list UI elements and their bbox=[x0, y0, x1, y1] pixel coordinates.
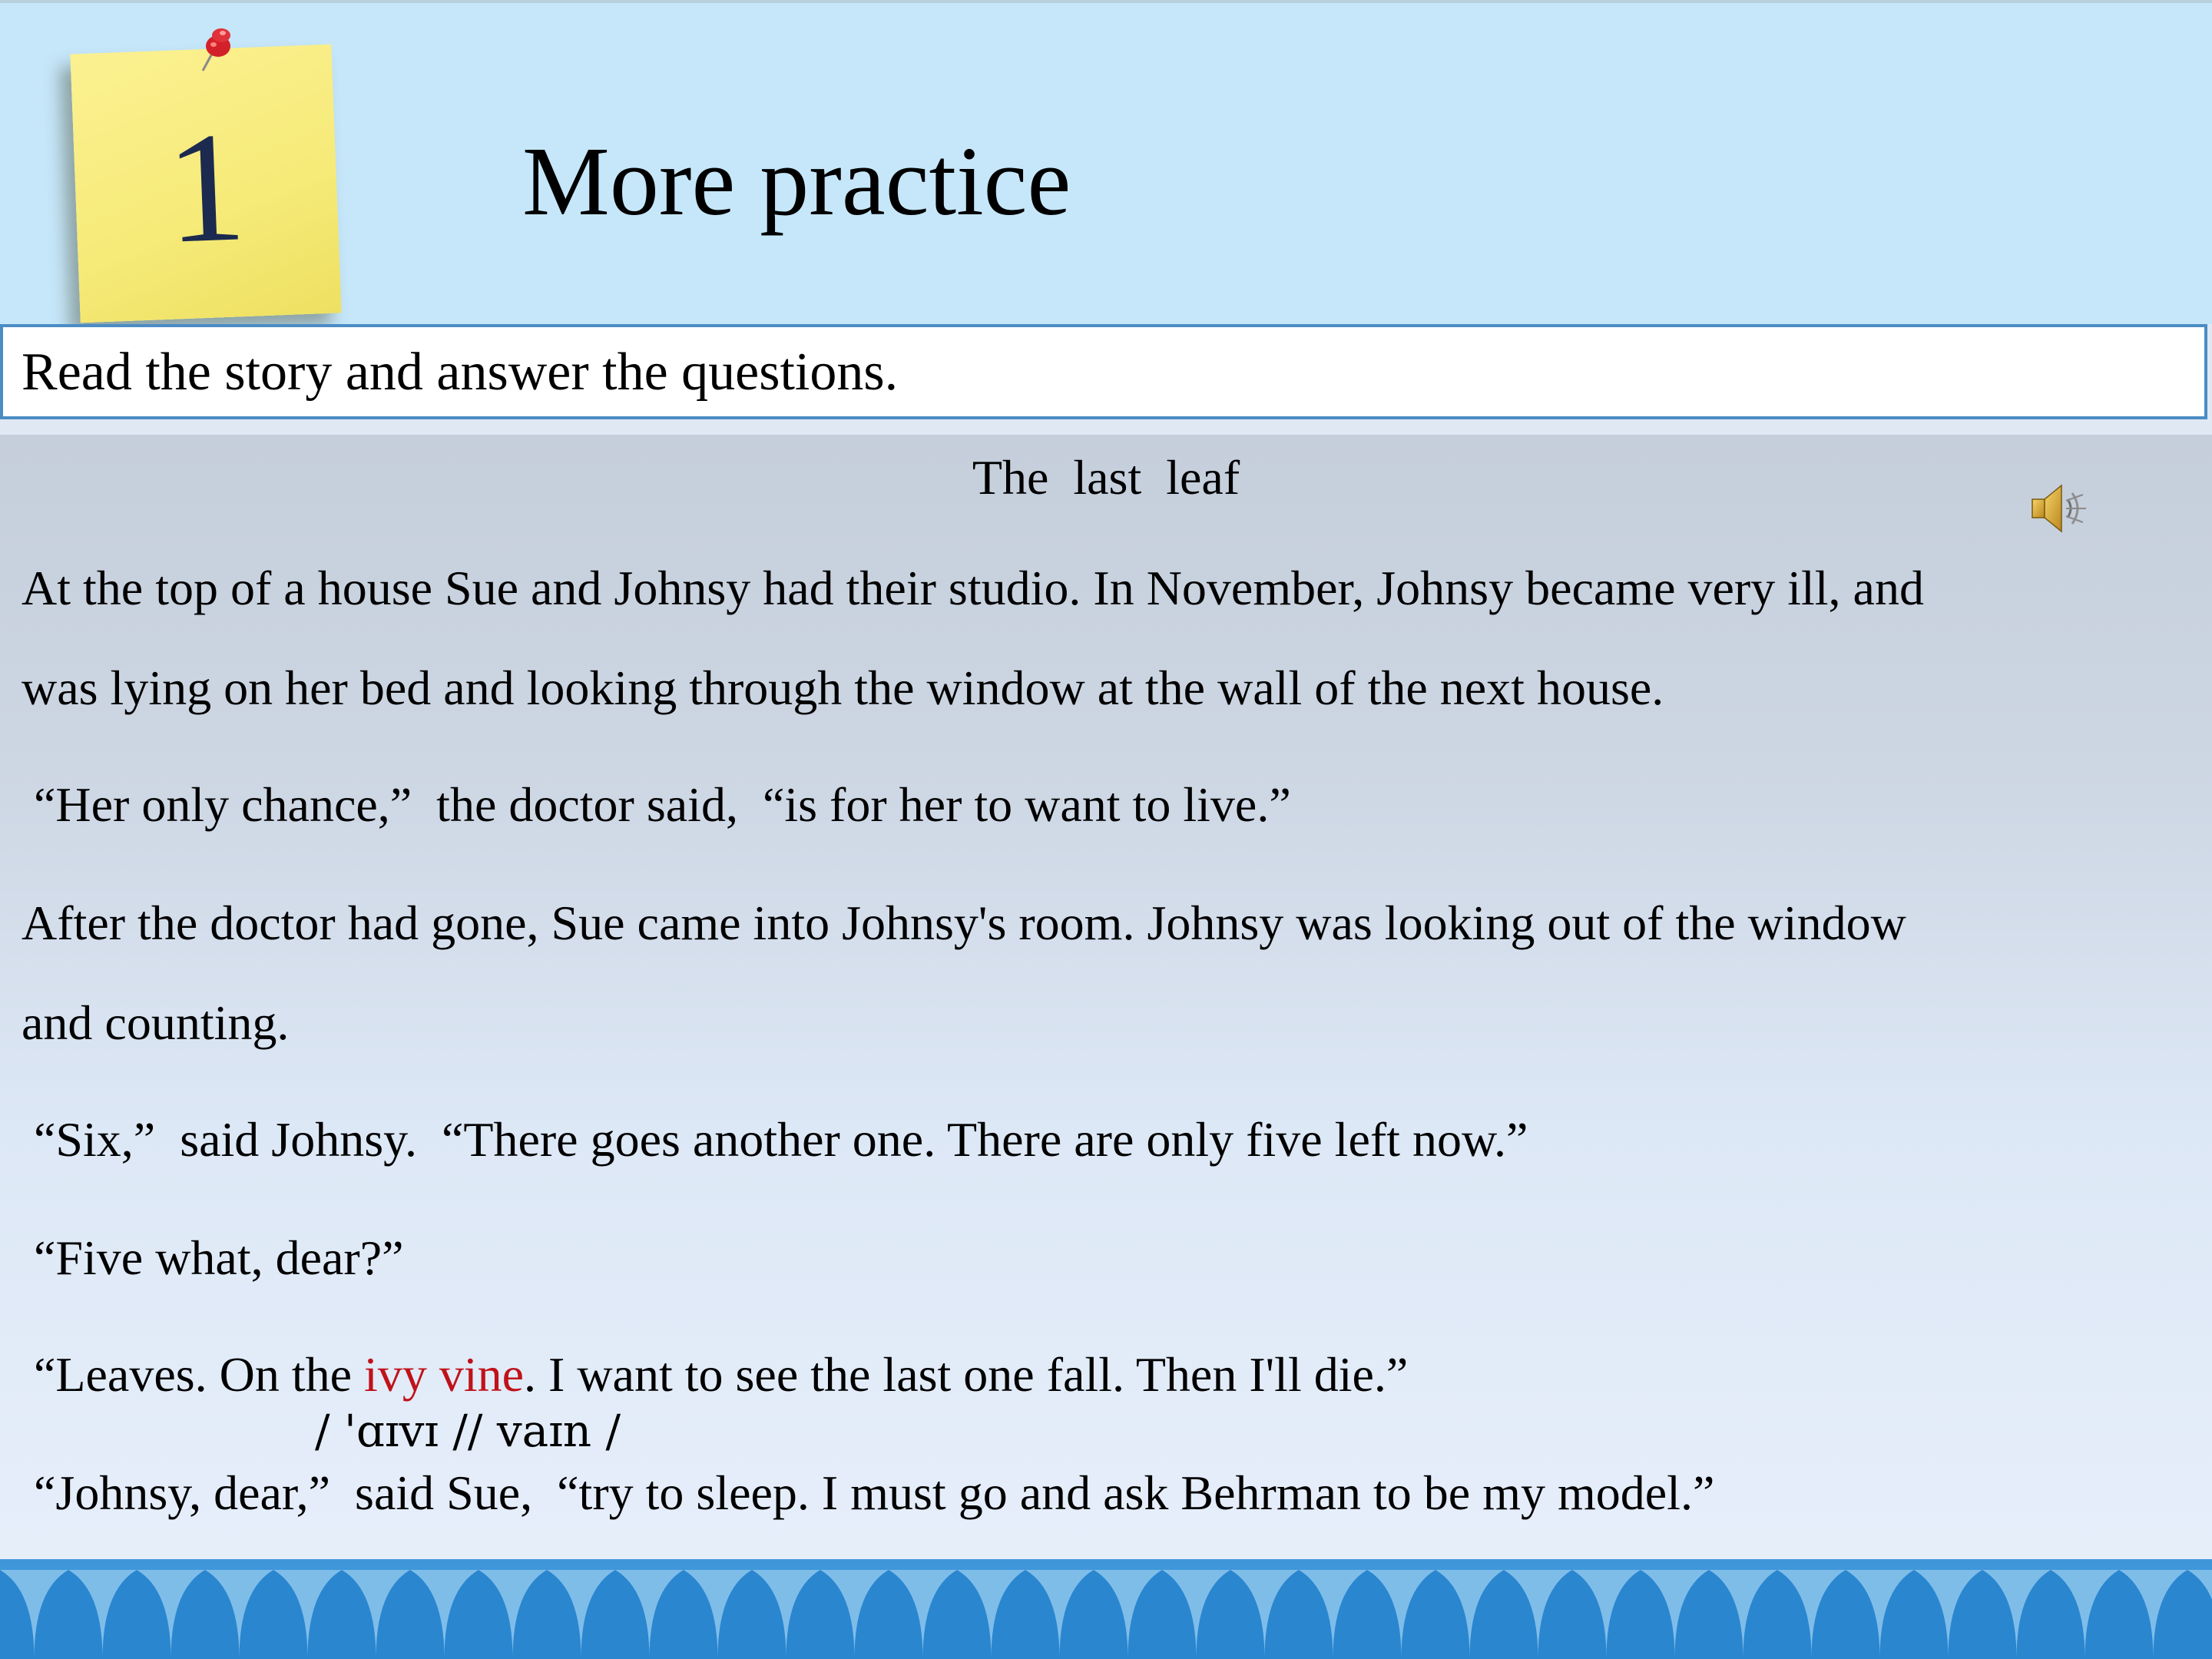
instruction-box bbox=[0, 324, 2207, 419]
story-line-7: “Five what, dear?” bbox=[22, 1230, 404, 1285]
ivy-line-after: . I want to see the last one fall. Then I'll die.” bbox=[524, 1347, 1409, 1402]
story-line-ivy bbox=[22, 1347, 1409, 1402]
story-line-2: was lying on her bed and looking through the window at the wall of the next house. bbox=[22, 661, 1664, 715]
instruction-text: Read the story and answer the questions. bbox=[22, 343, 899, 402]
story-panel bbox=[0, 435, 2212, 1559]
story-line-last: “Johnsy, dear,” said Sue, “try to sleep. I must go and ask Behrman to be my model.” bbox=[22, 1465, 1715, 1520]
ivy-vine-highlight: ivy vine bbox=[364, 1347, 524, 1402]
page-title: More practice bbox=[522, 127, 1071, 236]
sticky-note bbox=[70, 45, 341, 323]
ivy-line-before: “Leaves. On the bbox=[22, 1347, 365, 1402]
section-number: 1 bbox=[163, 99, 249, 276]
pushpin-icon bbox=[192, 26, 238, 80]
story-title: The last leaf bbox=[972, 450, 1240, 505]
footer-wave-decoration bbox=[0, 1559, 2212, 1659]
speaker-icon[interactable] bbox=[2028, 478, 2089, 539]
story-line-6: “Six,” said Johnsy. “There goes another one. There are only five left now.” bbox=[22, 1112, 1528, 1167]
story-line-4: After the doctor had gone, Sue came into Johnsy's room. Johnsy was looking out of the window bbox=[22, 896, 1906, 950]
phonetic-transcription: / 'ɑɪvɪ // vaɪn / bbox=[315, 1405, 621, 1457]
header-band bbox=[0, 0, 2212, 324]
story-line-3: “Her only chance,” the doctor said, “is for her to want to live.” bbox=[22, 777, 1291, 832]
story-line-1: At the top of a house Sue and Johnsy had their studio. In November, Johnsy became very ill, and bbox=[22, 561, 1924, 615]
story-line-5: and counting. bbox=[22, 995, 290, 1050]
